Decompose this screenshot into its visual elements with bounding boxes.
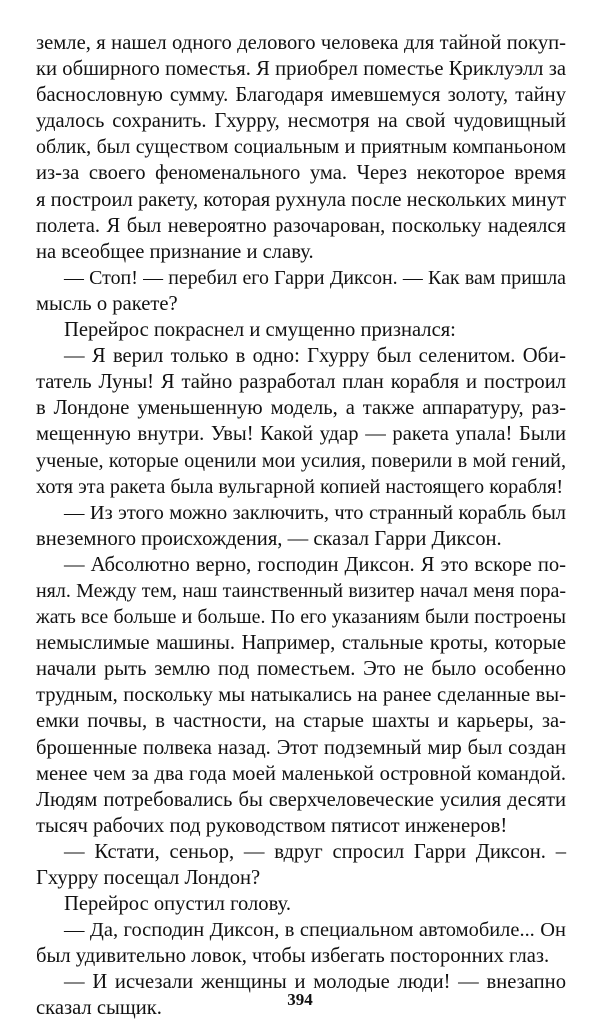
text-line: татель Луны! Я тайно разработал план корабля и построил [36,371,566,394]
text-line: менее чем за два года моей маленькой островной командой. [36,762,566,785]
text-line: нял. Между тем, наш таинственный визитер начал меня пора- [36,579,566,602]
text-line: — Абсолютно верно, господин Диксон. Я это вскоре по- [64,553,566,576]
text-line: — Я верил только в одно: Гхурру был селенитом. Оби- [64,345,566,368]
page-number: 394 [287,990,313,1009]
text-line: удалось сохранить. Гхурру, несмотря на свой чудовищный [36,110,566,133]
text-line: был удивительно ловок, чтобы избегать посторонних глаз. [36,945,550,968]
text-line: немыслимые машины. Например, стальные кроты, которые [36,632,566,655]
text-line: из-за своего феноменального ума. Через некоторое время [36,162,566,185]
text-line: — Да, господин Диксон, в специальном автомобиле... Он [64,919,566,942]
text-line: мещенную внутри. Увы! Какой удар — ракета упала! Были [36,423,566,446]
text-line: баснословную сумму. Благодаря имевшемуся золоту, тайну [36,84,566,107]
text-line: — И исчезали женщины и молодые люди! — внезапно [64,971,566,994]
text-line: тысяч рабочих под руководством пятисот инженеров! [36,814,508,837]
text-line: — Из этого можно заключить, что странный корабль был [64,501,566,524]
text-line: земле, я нашел одного делового человека для тайной покуп- [36,32,566,54]
text-line: брошенные полвека назад. Этот подземный мир был создан [36,736,566,759]
text-line: я построил ракету, которая рухнула после нескольких минут [36,188,566,211]
text-line: внеземного происхождения, — сказал Гарри Диксон. [36,527,502,550]
text-line: Перейрос опустил голову. [64,893,292,916]
text-line: трудным, поскольку мы натыкались на ранее сделанные вы- [36,684,566,707]
text-line: в Лондоне уменьшенную модель, а также аппаратуру, раз- [36,397,566,420]
text-line: Гхурру посещал Лондон? [36,867,261,889]
text-line: облик, был существом социальным и приятным компаньоном [36,136,566,159]
text-line: — Кстати, сеньор, — вдруг спросил Гарри Диксон. – [64,840,566,863]
text-line: начали рыть землю под поместьем. Это не было особенно [36,658,566,681]
text-line: — Стоп! — перебил его Гарри Диксон. — Как вам пришла [64,266,566,289]
text-line: хотя эта ракета была вульгарной копией настоящего корабля! [36,475,564,498]
text-line: на всеобщее признание и славу. [36,240,314,263]
text-line: Перейрос покраснел и смущенно признался: [64,319,456,342]
text-line: мысль о ракете? [36,292,178,315]
text-line: полета. Я был невероятно разочарован, поскольку надеялся [36,214,566,237]
text-line: Людям потребовались бы сверхчеловеческие усилия десяти [36,788,566,811]
text-line: ученые, которые оценили мои усилия, поверили в мой гений, [36,449,566,472]
body-text [36,30,566,1022]
text-line: ки обширного поместья. Я приобрел поместье Криклуэлл за [36,58,566,81]
text-line: жать все больше и больше. По его указаниям были построены [36,606,566,629]
text-line: сказал сыщик. [36,997,162,1020]
text-line: емки почвы, в частности, на старые шахты и карьеры, за- [36,710,566,733]
